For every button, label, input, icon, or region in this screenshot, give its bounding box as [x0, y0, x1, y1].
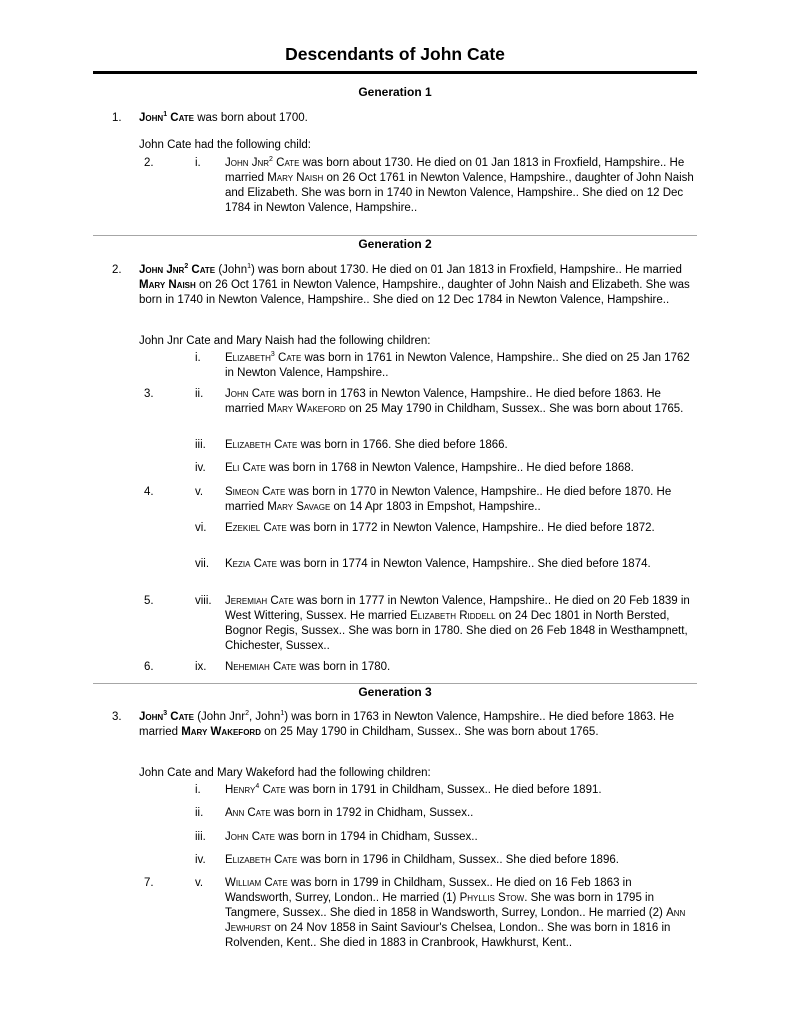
- generation-superscript: 3: [270, 351, 275, 359]
- children-intro: John Cate had the following child:: [139, 139, 311, 151]
- text-run: ) was born in 1763 in Newton Valence, Hampshire.. He died before 1863. He married: [139, 711, 675, 738]
- text-run: . She was born in 1795 in Tangmere, Sussex.. She died in 1858 in Wandsworth, Surrey, London.. He married (2): [225, 892, 667, 919]
- person-name: Jeremiah Cate: [225, 595, 294, 607]
- person-name: Cate: [188, 264, 216, 276]
- child-text: [225, 485, 697, 515]
- text-run: was born in 1777 in Newton Valence, Hampshire.. He died on 20 Feb 1839 in West Wittering, Sussex. He married: [225, 595, 690, 622]
- child-text: [225, 156, 697, 216]
- child-roman: i.: [195, 157, 201, 169]
- child-roman: iv.: [195, 462, 206, 474]
- child-text: [225, 461, 697, 476]
- person-number: 1.: [112, 112, 122, 124]
- person-name: Ezekiel Cate: [225, 522, 287, 534]
- child-number: 4.: [144, 486, 154, 498]
- text-run: on 24 Nov 1858 in Saint Saviour's Chelsea, London.. She was born in 1816 in Rolvenden, Kent.. She died in 1883 in Cranbrook, Hawkhurst, Kent..: [225, 922, 671, 949]
- generation-heading: Generation 2: [358, 237, 432, 251]
- text-run: on 25 May 1790 in Childham, Sussex.. She was born about 1765.: [345, 403, 684, 415]
- person-number: 2.: [112, 264, 122, 276]
- person-name: John Jnr: [225, 157, 270, 169]
- generation-superscript: 3: [163, 710, 168, 718]
- child-text: [225, 660, 697, 675]
- person-name: John: [139, 112, 164, 124]
- person-name: William Cate: [225, 877, 288, 889]
- text-run: on 14 Apr 1803 in Empshot, Hampshire..: [330, 501, 541, 513]
- text-run: was born in 1768 in Newton Valence, Hampshire.. He died before 1868.: [265, 462, 634, 474]
- child-text: [225, 351, 697, 381]
- child-number: 2.: [144, 157, 154, 169]
- person-number: 3.: [112, 711, 122, 723]
- person-name: Mary Naish: [139, 279, 196, 291]
- child-text: [225, 594, 697, 654]
- children-intro: John Cate and Mary Wakeford had the following children:: [139, 767, 431, 779]
- text-run: , John: [249, 711, 281, 723]
- generation-superscript: 1: [247, 263, 252, 271]
- text-run: was born about 1700.: [194, 112, 308, 124]
- child-number: 6.: [144, 661, 154, 673]
- child-number: 3.: [144, 388, 154, 400]
- child-text: [225, 387, 697, 417]
- child-roman: ii.: [195, 388, 204, 400]
- person-name: Mary Naish: [267, 172, 324, 184]
- generation-superscript: 1: [163, 111, 168, 119]
- generation-superscript: 4: [255, 783, 260, 791]
- person-name: Cate: [167, 112, 194, 124]
- person-name: Cate: [272, 157, 300, 169]
- person-name: Cate: [259, 784, 286, 796]
- text-run: was born in 1799 in Childham, Sussex.. He died on 16 Feb 1863 in Wandsworth, Surrey, London.. He married (1): [225, 877, 632, 904]
- text-run: was born in 1780.: [296, 661, 391, 673]
- person-text: [139, 263, 694, 308]
- text-run: was born in 1766. She died before 1866.: [297, 439, 508, 451]
- person-name: Mary Wakeford: [181, 726, 261, 738]
- child-text: [225, 521, 697, 536]
- text-run: was born in 1792 in Chidham, Sussex..: [270, 807, 474, 819]
- text-run: on 24 Dec 1801 in North Bersted, Bognor Regis, Sussex.. She was born in 1780. She died on 26 Feb 1848 in Westhampnett, Chichester, Sussex..: [225, 610, 688, 652]
- text-run: (John: [215, 264, 248, 276]
- person-name: Elizabeth: [225, 352, 271, 364]
- child-text: [225, 830, 697, 845]
- text-run: was born about 1730. He died on 01 Jan 1813 in Froxfield, Hampshire.. He married: [225, 157, 685, 184]
- child-roman: vii.: [195, 558, 210, 570]
- child-text: [225, 557, 697, 572]
- page-title: Descendants of John Cate: [285, 44, 505, 64]
- child-text: [225, 438, 697, 453]
- child-roman: i.: [195, 352, 201, 364]
- text-run: was born in 1763 in Newton Valence, Hampshire.. He died before 1863. He married: [225, 388, 661, 415]
- child-text: [225, 853, 697, 868]
- person-text: [139, 710, 694, 740]
- person-name: John Cate: [225, 388, 275, 400]
- person-name: John Cate: [225, 831, 275, 843]
- child-roman: viii.: [195, 595, 212, 607]
- person-name: Elizabeth Cate: [225, 854, 298, 866]
- child-number: 7.: [144, 877, 154, 889]
- child-text: [225, 876, 697, 951]
- child-roman: i.: [195, 784, 201, 796]
- text-run: on 26 Oct 1761 in Newton Valence, Hampshire., daughter of John Naish and Elizabeth. She was born in 1740 in Newton Valence, Hampshire.. She died on 12 Dec 1784 in Newton Valence, Hampshire..: [225, 172, 694, 214]
- text-run: ) was born about 1730. He died on 01 Jan 1813 in Froxfield, Hampshire.. He married: [251, 264, 682, 276]
- generation-heading: Generation 1: [358, 85, 432, 99]
- generation-superscript: 2: [245, 710, 250, 718]
- person-name: Ann Jewhurst: [225, 907, 686, 934]
- children-intro: John Jnr Cate and Mary Naish had the following children:: [139, 335, 431, 347]
- person-name: John Jnr: [139, 264, 185, 276]
- person-name: Cate: [167, 711, 194, 723]
- text-run: was born in 1796 in Childham, Sussex.. She died before 1896.: [297, 854, 619, 866]
- person-name: John: [139, 711, 164, 723]
- person-name: Cate: [274, 352, 302, 364]
- generation-heading: Generation 3: [358, 685, 432, 699]
- child-text: [225, 806, 697, 821]
- child-text: [225, 783, 697, 798]
- child-roman: iv.: [195, 854, 206, 866]
- generation-superscript: 1: [280, 710, 285, 718]
- person-name: Elizabeth Riddell: [410, 610, 496, 622]
- generation-rule: [93, 235, 697, 236]
- text-run: was born in 1770 in Newton Valence, Hampshire.. He died before 1870. He married: [225, 486, 672, 513]
- person-name: Mary Wakeford: [267, 403, 346, 415]
- text-run: (John Jnr: [194, 711, 246, 723]
- person-name: Henry: [225, 784, 256, 796]
- text-run: was born in 1774 in Newton Valence, Hampshire.. She died before 1874.: [276, 558, 651, 570]
- child-roman: v.: [195, 486, 204, 498]
- generation-superscript: 2: [184, 263, 189, 271]
- person-name: Elizabeth Cate: [225, 439, 298, 451]
- child-roman: vi.: [195, 522, 207, 534]
- text-run: was born in 1761 in Newton Valence, Hampshire.. She died on 25 Jan 1762 in Newton Valence, Hampshire..: [225, 352, 690, 379]
- text-run: on 25 May 1790 in Childham, Sussex.. She was born about 1765.: [260, 726, 599, 738]
- child-roman: iii.: [195, 439, 206, 451]
- generation-superscript: 2: [269, 156, 273, 164]
- title-rule: [93, 71, 697, 74]
- text-run: was born in 1794 in Chidham, Sussex..: [275, 831, 478, 843]
- child-roman: ix.: [195, 661, 207, 673]
- person-name: Phyllis Stow: [459, 892, 525, 904]
- person-name: Eli Cate: [225, 462, 266, 474]
- person-name: Kezia Cate: [225, 558, 277, 570]
- child-roman: iii.: [195, 831, 206, 843]
- text-run: was born in 1772 in Newton Valence, Hampshire.. He died before 1872.: [286, 522, 655, 534]
- child-roman: v.: [195, 877, 204, 889]
- generation-rule: [93, 683, 697, 684]
- person-name: Ann Cate: [225, 807, 271, 819]
- child-number: 5.: [144, 595, 154, 607]
- text-run: on 26 Oct 1761 in Newton Valence, Hampshire., daughter of John Naish and Elizabeth. She was born in 1740 in Newton Valence, Hampshire.. She died on 12 Dec 1784 in Newton Valence, Hampshire..: [139, 279, 690, 306]
- text-run: was born in 1791 in Childham, Sussex.. He died before 1891.: [285, 784, 602, 796]
- person-name: Simeon Cate: [225, 486, 286, 498]
- person-name: Mary Savage: [267, 501, 331, 513]
- person-name: Nehemiah Cate: [225, 661, 297, 673]
- person-text: [139, 111, 694, 126]
- child-roman: ii.: [195, 807, 204, 819]
